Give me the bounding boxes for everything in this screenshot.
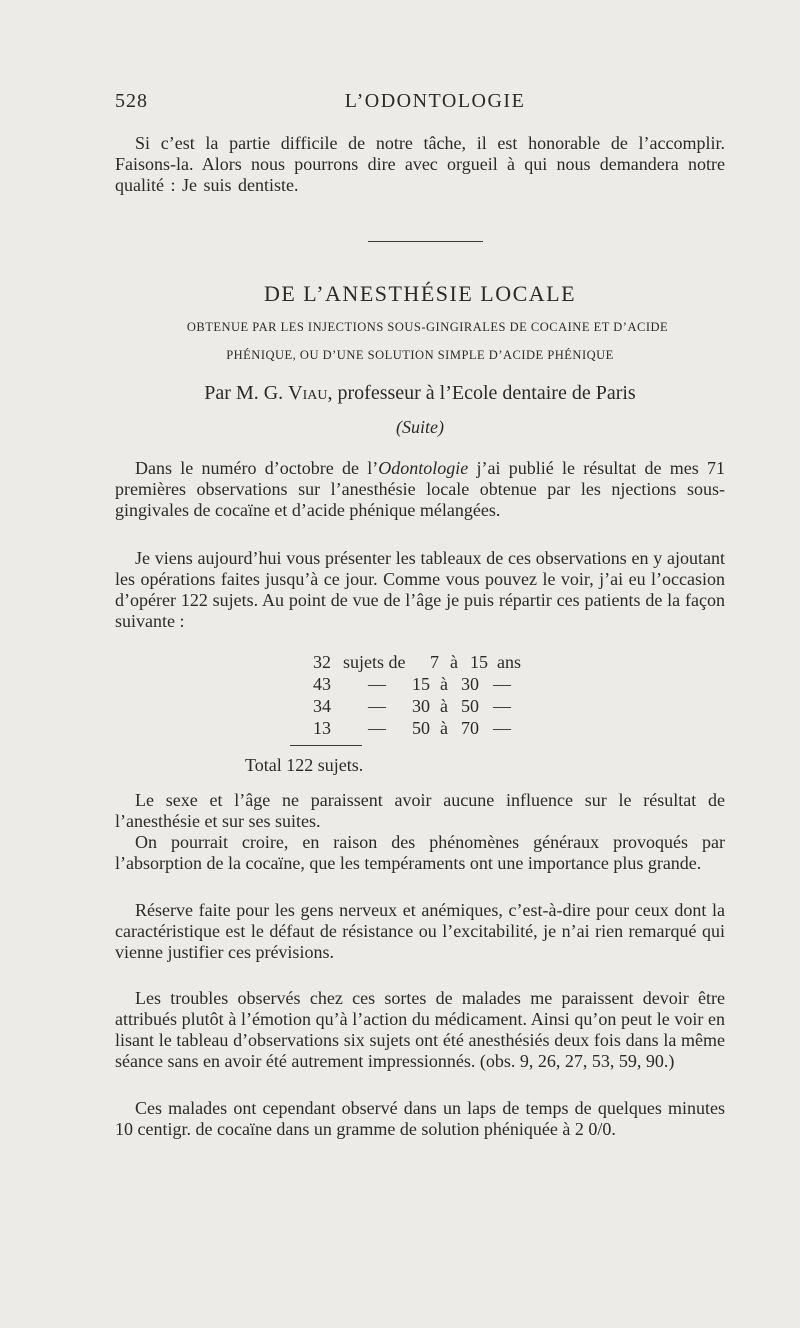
- paragraph-2: Je viens aujourd’hui vous présenter les tableaux de ces observations en y ajoutant les opérations faites jusqu’à ce jour. Comme vous pouvez le voir, j’ai eu l’occasion d’opérer 122 sujets. Au point de vue de l’âge je puis répartir ces patients de la façon suivante :: [115, 548, 725, 631]
- document-page: 528 L’ODONTOLOGIE Si c’est la partie difficile de notre tâche, il est honorable de l’accomplir. Faisons-la. Alors nous pourrons dire avec orgueil à qui nous demandera notre qualité : Je suis dentiste. DE L’ANESTHÉSIE LOCALE OBTENUE PAR LES INJECTIONS SOUS-GINGIRALES DE COCAINE ET D’ACIDE PHÉNIQUE, OU D’UNE SOLUTION SIMPLE D’ACIDE PHÉNIQUE Par M. G. Viau, professeur à l’Ecole dentaire de Paris (Suite) Dans le numéro d’octobre de l’Odontologie j’ai publié le résultat de mes 71 premières observations sur l’anesthésie locale obtenue par les njections sous-gingivales de cocaïne et d’acide phénique mélangées. Je viens aujourd’hui vous présenter les tableaux de ces observations en y ajoutant les opérations faites jusqu’à ce jour. Comme vous pouvez le voir, j’ai eu l’occasion d’opérer 122 sujets. Au point de vue de l’âge je puis répartir ces patients de la façon suivante : 32 sujets de 7 à 15 ans 43 — 15 à 30 — 34 — 30 à 50 — 13 — 50 à 70 — Total 122 sujets. Le sexe et l’âge ne paraissent avoir aucune influence sur le résultat de l’anesthésie et sur ses suites. On pourrait croire, en raison des phénomènes généraux provoqués par l’absorption de la cocaïne, que les tempéraments ont une importance plus grande. Réserve faite pour les gens nerveux et anémiques, c’est-à-dire pour ceux dont la caractéristique est le défaut de résistance ou l’excitabilité, je n’ai rien remarqué qui vienne justifier ces prévisions. Les troubles observés chez ces sortes de malades me paraissent devoir être attribués plutôt à l’émotion qu’à l’action du médicament. Ainsi qu’on peut le voir en lisant le tableau d’observations six sujets ont été anesthésiés deux fois dans la même séance sans en avoir été autrement impressionnés. (obs. 9, 26, 27, 53, 59, 90.) Ces malades ont cependant observé dans un laps de temps de quelques minutes 10 centigr. de cocaïne dans un gramme de solution phéniquée à 2 0/0.: [0, 0, 800, 1328]
- total-divider: [290, 745, 362, 746]
- paragraph-1: Dans le numéro d’octobre de l’Odontologie j’ai publié le résultat de mes 71 premières observations sur l’anesthésie locale obtenue par les njections sous-gingivales de cocaïne et d’acide phénique mélangées.: [115, 458, 725, 520]
- suite-label: (Suite): [396, 417, 444, 437]
- paragraph-6: Les troubles observés chez ces sortes de malades me paraissent devoir être attribués plutôt à l’émotion qu’à l’action du médicament. Ainsi qu’on peut le voir en lisant le tableau d’observations six sujets ont été anesthésiés deux fois dans la même séance sans en avoir été autrement impressionnés. (obs. 9, 26, 27, 53, 59, 90.): [115, 988, 725, 1071]
- page-number: 528: [115, 90, 148, 112]
- article-subtitle-line-1: OBTENUE PAR LES INJECTIONS SOUS-GINGIRALES DE COCAINE ET D’ACIDE: [186, 320, 669, 334]
- article-author: Par M. G. Viau, professeur à l’Ecole dentaire de Paris: [204, 382, 636, 404]
- journal-title: Odontologie: [378, 458, 469, 478]
- author-name: Viau: [288, 382, 328, 404]
- paragraph-3: Le sexe et l’âge ne paraissent avoir aucune influence sur le résultat de l’anesthésie et sur ses suites.: [115, 790, 725, 831]
- paragraph-7: Ces malades ont cependant observé dans un laps de temps de quelques minutes 10 centigr. de cocaïne dans un gramme de solution phéniquée à 2 0/0.: [115, 1098, 725, 1139]
- paragraph-4: On pourrait croire, en raison des phénomènes généraux provoqués par l’absorption de la cocaïne, que les tempéraments ont une importance plus grande.: [115, 832, 725, 873]
- page-header: [115, 90, 725, 118]
- running-title: L’ODONTOLOGIE: [344, 90, 526, 112]
- age-total: Total 122 sujets.: [245, 755, 364, 775]
- section-divider: [368, 241, 483, 242]
- intro-paragraph: Si c’est la partie difficile de notre tâche, il est honorable de l’accomplir. Faisons-la. Alors nous pourrons dire avec orgueil à qui nous demandera notre qualité : Je suis dentiste.: [115, 133, 725, 195]
- article-title: DE L’ANESTHÉSIE LOCALE: [263, 281, 577, 306]
- article-subtitle-line-2: PHÉNIQUE, OU D’UNE SOLUTION SIMPLE D’ACIDE PHÉNIQUE: [226, 348, 614, 362]
- paragraph-5: Réserve faite pour les gens nerveux et anémiques, c’est-à-dire pour ceux dont la caractéristique est le défaut de résistance ou l’excitabilité, je n’ai rien remarqué qui vienne justifier ces prévisions.: [115, 900, 725, 962]
